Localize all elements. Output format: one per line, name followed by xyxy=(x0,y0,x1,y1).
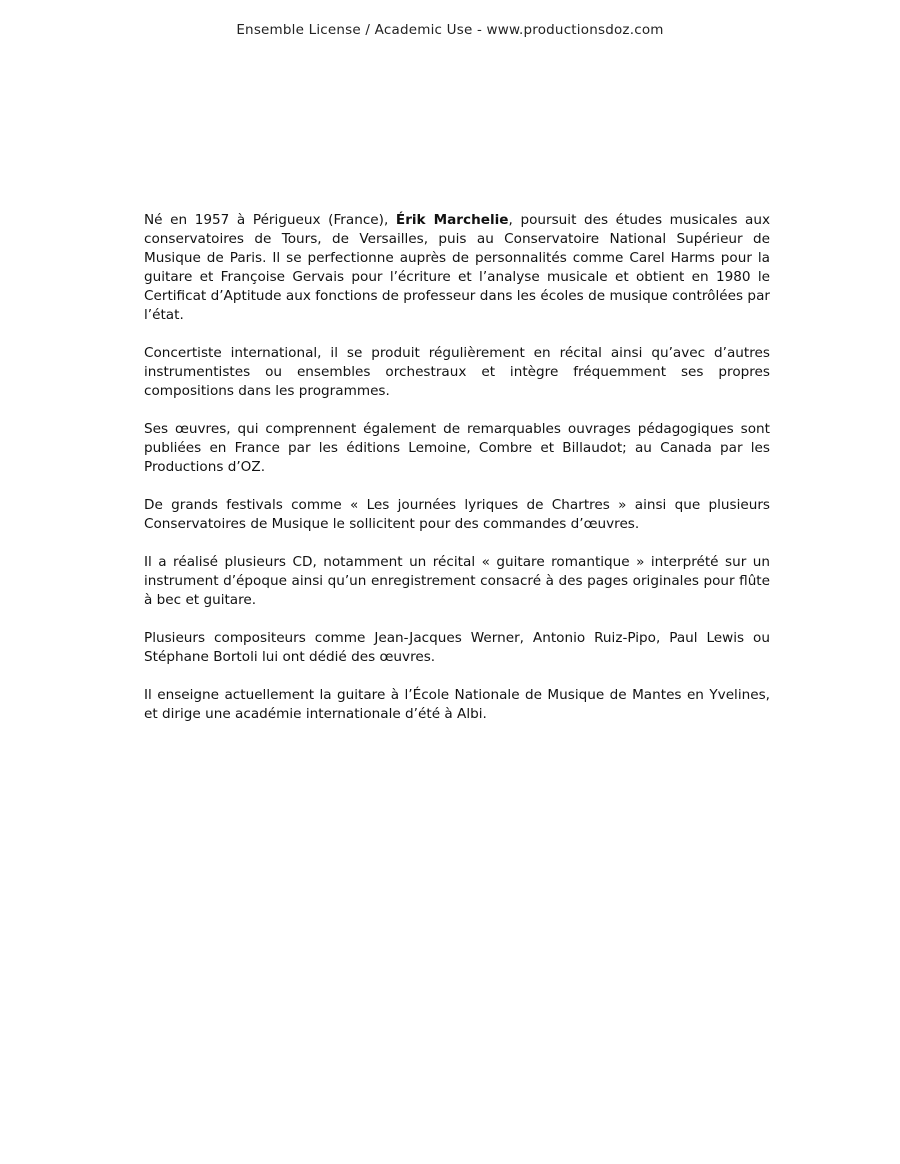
bio-paragraph-4: De grands festivals comme « Les journées lyriques de Chartres » ainsi que plusieurs Conservatoires de Musique le sollicitent pour des commandes d’œuvres. xyxy=(144,497,770,532)
bio-intro-text: Né en 1957 à Périgueux (France), xyxy=(144,212,396,228)
bio-paragraph-6: Plusieurs compositeurs comme Jean-Jacques Werner, Antonio Ruiz-Pipo, Paul Lewis ou Stéphane Bortoli lui ont dédié des œuvres. xyxy=(144,630,770,665)
biography-text xyxy=(144,211,770,724)
bio-paragraph-2: Concertiste international, il se produit régulièrement en récital ainsi qu’avec d’autres instrumentistes ou ensembles orchestraux et intègre fréquemment ses propres compositions dans les programmes. xyxy=(144,345,770,399)
bio-paragraph-7: Il enseigne actuellement la guitare à l’École Nationale de Musique de Mantes en Yvelines, et dirige une académie internationale d’été à Albi. xyxy=(144,687,770,722)
bio-paragraph-5: Il a réalisé plusieurs CD, notamment un récital « guitare romantique » interprété sur un instrument d’époque ainsi qu’un enregistrement consacré à des pages originales pour flûte à bec et guitare. xyxy=(144,554,770,608)
composer-name: Érik Marchelie xyxy=(395,212,509,228)
license-header: Ensemble License / Academic Use - www.productionsdoz.com xyxy=(236,22,664,38)
bio-paragraph-1 xyxy=(144,211,770,325)
bio-studies-text: , poursuit des études musicales aux conservatoires de Tours, de Versailles, puis au Conservatoire National Supérieur de Musique de Paris. Il se perfectionne auprès de personnalités comme Carel Harms pour la guitare et Françoise Gervais pour l’écriture et l’analyse musicale et obtient en 1980 le Certificat d’Aptitude aux fonctions de professeur dans les écoles de musique contrôlées par l’état. xyxy=(144,212,771,323)
bio-paragraph-3: Ses œuvres, qui comprennent également de remarquables ouvrages pédagogiques sont publiées en France par les éditions Lemoine, Combre et Billaudot; au Canada par les Productions d’OZ. xyxy=(144,421,770,475)
